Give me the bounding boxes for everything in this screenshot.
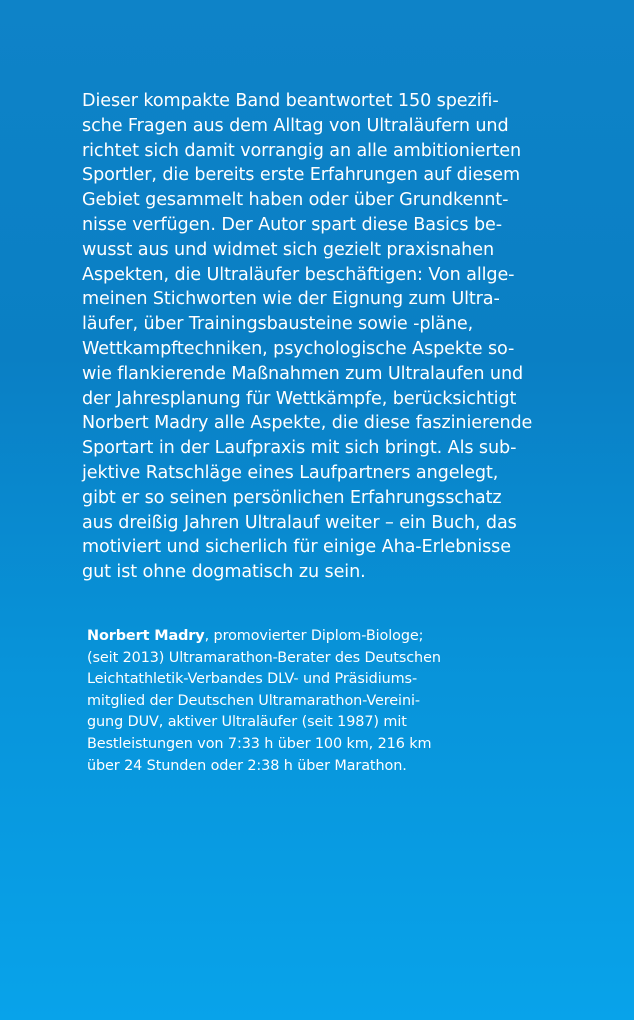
description-line: nisse verfügen. Der Autor spart diese Basics be- — [82, 214, 502, 235]
description-line: richtet sich damit vorrangig an alle ambitionierten — [82, 140, 522, 161]
description-line: Wettkampftechniken, psychologische Aspekte so- — [82, 338, 515, 359]
author-name: Norbert Madry — [87, 628, 205, 644]
description-line: Sportart in der Laufpraxis mit sich bringt. Als sub- — [82, 438, 517, 459]
description-line: Aspekten, die Ultraläufer beschäftigen: Von allge- — [82, 264, 515, 285]
author-bio-line: mitglied der Deutschen Ultramarathon-Vereini- — [87, 692, 420, 709]
description-line: gut ist ohne dogmatisch zu sein. — [82, 562, 366, 583]
author-bio-line: gung DUV, aktiver Ultraläufer (seit 1987) mit — [87, 714, 407, 731]
description-line: läufer, über Trainingsbausteine sowie -pläne, — [82, 314, 474, 335]
book-description — [82, 89, 558, 585]
author-bio-line: (seit 2013) Ultramarathon-Berater des Deutschen — [87, 649, 441, 666]
description-line: jektive Ratschläge eines Laufpartners angelegt, — [82, 462, 499, 483]
description-line: meinen Stichworten wie der Eignung zum Ultra- — [82, 289, 500, 310]
description-line: motiviert und sicherlich für einige Aha-Erlebnisse — [82, 537, 511, 558]
description-line: Dieser kompakte Band beantwortet 150 spezifi- — [82, 91, 499, 111]
description-line: Sportler, die bereits erste Erfahrungen auf diesem — [82, 165, 521, 186]
author-bio-line: über 24 Stunden oder 2:38 h über Marathon. — [87, 757, 407, 774]
description-line: gibt er so seinen persönlichen Erfahrungsschatz — [82, 487, 502, 508]
description-line: Norbert Madry alle Aspekte, die diese faszinierende — [82, 413, 533, 434]
description-line: der Jahresplanung für Wettkämpfe, berücksichtigt — [82, 388, 517, 409]
description-line: wie flankierende Maßnahmen zum Ultralaufen und — [82, 363, 524, 384]
description-line: aus dreißig Jahren Ultralauf weiter – ein Buch, das — [82, 512, 517, 533]
author-bio-intro: , promovierter Diplom-Biologe; — [204, 628, 424, 644]
author-bio — [87, 626, 507, 777]
author-bio-line: Bestleistungen von 7:33 h über 100 km, 216 km — [87, 735, 432, 752]
description-line: Gebiet gesammelt haben oder über Grundkennt- — [82, 190, 509, 211]
description-line: wusst aus und widmet sich gezielt praxisnahen — [82, 239, 495, 260]
description-line: sche Fragen aus dem Alltag von Ultraläufern und — [82, 115, 509, 136]
author-bio-first-line — [87, 626, 507, 648]
author-bio-line: Leichtathletik-Verbandes DLV- und Präsidiums- — [87, 671, 418, 688]
